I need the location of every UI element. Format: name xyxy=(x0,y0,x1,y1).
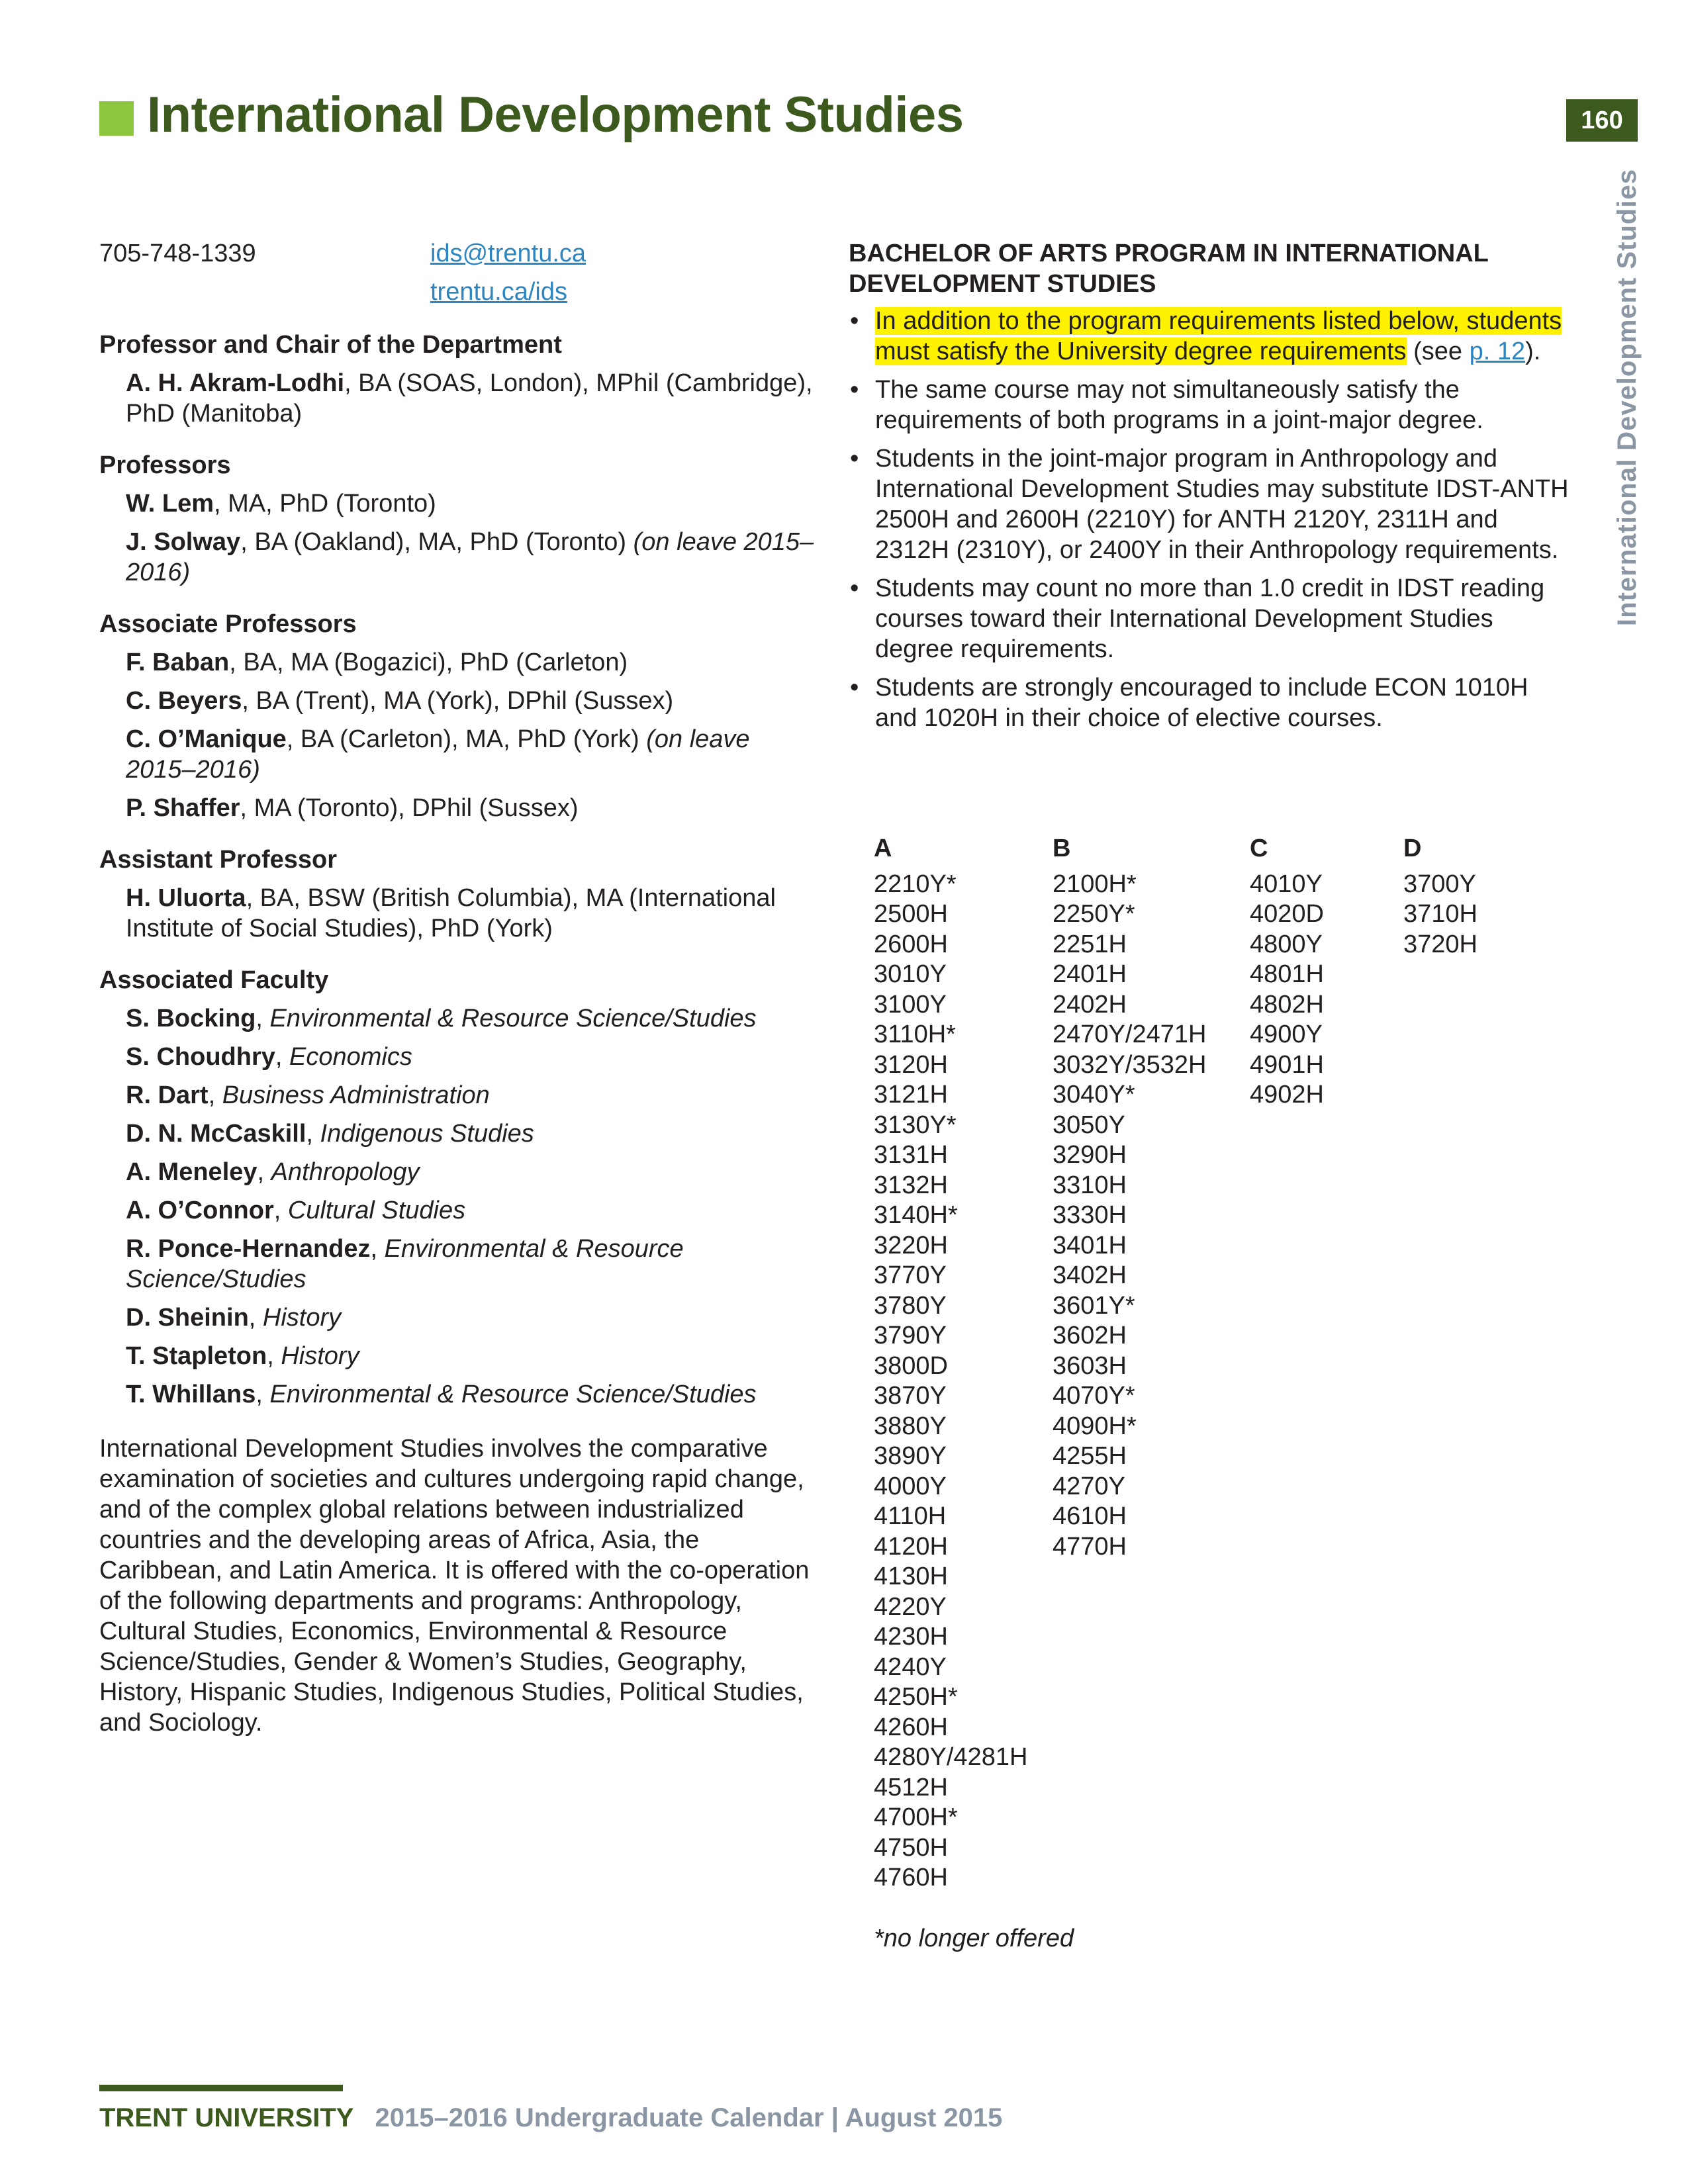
faculty-member-name: A. H. Akram-Lodhi xyxy=(126,369,345,397)
highlighted-requirement-text: In addition to the program requirements listed below, students must satisfy the University degree requirements xyxy=(875,307,1562,365)
course-column-heading: A xyxy=(874,835,892,862)
side-running-title xyxy=(1601,169,1654,625)
course-column-c xyxy=(1250,834,1324,1111)
course-code: 2251H xyxy=(1053,930,1127,958)
bullet-icon: • xyxy=(850,445,859,473)
bullet-icon: • xyxy=(850,376,859,404)
faculty-member-name: C. Beyers xyxy=(126,687,242,715)
course-column-heading: D xyxy=(1403,835,1422,862)
course-code: 3401H xyxy=(1053,1231,1127,1259)
faculty-member-credentials: , MA (Toronto), DPhil (Sussex) xyxy=(240,794,579,822)
course-code: 4270Y xyxy=(1053,1472,1125,1500)
requirement-item xyxy=(849,375,1570,435)
footer xyxy=(99,2103,1002,2133)
faculty-member xyxy=(99,883,814,944)
faculty-member-note: History xyxy=(281,1342,359,1370)
course-code: 4020D xyxy=(1250,900,1324,928)
faculty-member-name: A. Meneley xyxy=(126,1158,258,1186)
faculty-member xyxy=(99,368,814,429)
faculty-member-note: (on leave 2015–2016) xyxy=(126,725,750,784)
course-code: 3032Y/3532H xyxy=(1053,1050,1207,1079)
faculty-member-note: Indigenous Studies xyxy=(320,1120,534,1148)
course-code: 3720H xyxy=(1403,930,1477,958)
side-running-title-text: International Development Studies xyxy=(1612,168,1642,626)
course-code: 3120H xyxy=(874,1050,948,1079)
faculty-member-note: Environmental & Resource Science/Studies xyxy=(269,1381,757,1408)
faculty-member-note: Business Administration xyxy=(222,1081,490,1109)
email-link[interactable]: ids@trentu.ca xyxy=(430,240,586,267)
faculty-member xyxy=(99,527,814,588)
page-reference-link[interactable]: p. 12 xyxy=(1469,338,1526,365)
faculty-member-note: History xyxy=(262,1304,342,1332)
course-code: 2100H* xyxy=(1053,870,1137,898)
faculty-section-heading: Associate Professors xyxy=(99,610,357,638)
requirement-item xyxy=(849,443,1570,565)
course-code: 2210Y* xyxy=(874,870,957,898)
course-code: 4900Y xyxy=(1250,1021,1323,1048)
course-code: 3131H xyxy=(874,1141,948,1169)
course-column-heading: B xyxy=(1053,835,1071,862)
faculty-member xyxy=(99,1302,814,1333)
course-code: 3040Y* xyxy=(1053,1081,1135,1109)
footnote: *no longer offered xyxy=(874,1925,1074,1952)
faculty-section xyxy=(99,609,814,823)
course-code: 3780Y xyxy=(874,1291,947,1320)
course-code: 3402H xyxy=(1053,1261,1127,1289)
faculty-section xyxy=(99,450,814,588)
course-code: 4255H xyxy=(1053,1442,1127,1470)
faculty-member-note: Anthropology xyxy=(271,1158,420,1186)
course-code: 3870Y xyxy=(874,1382,947,1410)
faculty-member-name: S. Choudhry xyxy=(126,1043,275,1071)
course-code: 4240Y xyxy=(874,1653,947,1681)
faculty-member-credentials: , BA, BSW (British Columbia), MA (International Institute of Social Studies), PhD (York) xyxy=(126,884,776,942)
faculty-member-note: (on leave 2015–2016) xyxy=(126,528,814,586)
bullet-icon: • xyxy=(850,307,859,335)
faculty-member-credentials: , xyxy=(208,1081,222,1109)
faculty-member-note: Environmental & Resource Science/Studies xyxy=(269,1005,757,1032)
course-code: 4110H xyxy=(874,1502,947,1530)
website-link[interactable]: trentu.ca/ids xyxy=(430,278,567,306)
course-code: 2470Y/2471H xyxy=(1053,1021,1207,1048)
faculty-member-credentials: , MA, PhD (Toronto) xyxy=(214,490,436,518)
requirement-text-end: ). xyxy=(1525,338,1541,365)
course-code: 4280Y/4281H xyxy=(874,1743,1028,1771)
course-code: 3602H xyxy=(1053,1322,1127,1349)
faculty-section-heading: Professor and Chair of the Department xyxy=(99,331,562,359)
program-requirements-list xyxy=(849,306,1570,733)
course-code: 3121H xyxy=(874,1081,948,1109)
faculty-member-name: P. Shaffer xyxy=(126,794,240,822)
course-code: 3770Y xyxy=(874,1261,947,1289)
footer-university: TRENT UNIVERSITY xyxy=(99,2103,354,2132)
faculty-member-name: D. Sheinin xyxy=(126,1304,249,1332)
faculty-member xyxy=(99,647,814,678)
page-title: International Development Studies xyxy=(147,87,964,143)
course-code: 4070Y* xyxy=(1053,1382,1135,1410)
contact-info xyxy=(99,238,814,311)
course-code: 4220Y xyxy=(874,1592,947,1621)
course-code: 4760H xyxy=(874,1864,948,1891)
bullet-icon: • xyxy=(850,574,859,602)
course-code: 4902H xyxy=(1250,1081,1324,1109)
faculty-member-credentials: , xyxy=(306,1120,320,1148)
requirement-item xyxy=(849,573,1570,664)
course-code: 4750H xyxy=(874,1833,948,1862)
faculty-member-credentials: , xyxy=(256,1005,270,1032)
requirement-text: The same course may not simultaneously satisfy the requirements of both programs in a joint-major degree. xyxy=(875,376,1483,434)
faculty-member-name: W. Lem xyxy=(126,490,214,518)
faculty-member-name: T. Whillans xyxy=(126,1381,256,1408)
left-column xyxy=(99,238,814,1738)
course-code: 3603H xyxy=(1053,1351,1127,1380)
course-code: 4010Y xyxy=(1250,870,1323,898)
requirement-item xyxy=(849,672,1570,733)
course-code: 2402H xyxy=(1053,990,1127,1019)
faculty-member-credentials: , BA (Carleton), MA, PhD (York) xyxy=(286,725,647,753)
course-code: 3050Y xyxy=(1053,1111,1125,1139)
course-code: 3700Y xyxy=(1403,870,1476,898)
course-code: 4260H xyxy=(874,1713,948,1741)
course-code: 2600H xyxy=(874,930,948,958)
course-code: 3132H xyxy=(874,1171,948,1199)
faculty-member-name: T. Stapleton xyxy=(126,1342,267,1370)
course-code: 3140H* xyxy=(874,1201,958,1229)
course-code: 3310H xyxy=(1053,1171,1127,1199)
faculty-member-name: F. Baban xyxy=(126,649,230,676)
course-column-a xyxy=(874,834,1027,1893)
faculty-member-name: R. Dart xyxy=(126,1081,209,1109)
faculty-member-credentials: , BA, MA (Bogazici), PhD (Carleton) xyxy=(229,649,628,676)
course-code: 3110H* xyxy=(874,1021,956,1048)
faculty-member-note: Economics xyxy=(289,1043,412,1071)
requirement-item xyxy=(849,306,1570,367)
course-code: 4130H xyxy=(874,1563,948,1590)
faculty-member xyxy=(99,1080,814,1111)
course-code: 3601Y* xyxy=(1053,1291,1135,1320)
faculty-member-name: R. Ponce-Hernandez xyxy=(126,1235,371,1263)
faculty-member-credentials: , xyxy=(257,1158,271,1186)
course-code: 3010Y xyxy=(874,960,947,988)
requirement-text: Students may count no more than 1.0 credit in IDST reading courses toward their International Development Studies degree requirements. xyxy=(875,574,1545,663)
footer-rule xyxy=(99,2085,343,2091)
course-column-b xyxy=(1053,834,1206,1562)
course-code: 3330H xyxy=(1053,1201,1127,1229)
faculty-section-heading: Professors xyxy=(99,451,231,479)
faculty-section xyxy=(99,965,814,1410)
bullet-icon: • xyxy=(850,674,859,702)
faculty-member-credentials: , BA (SOAS, London), MPhil (Cambridge), PhD (Manitoba) xyxy=(126,369,813,428)
faculty-member-credentials: , xyxy=(267,1342,281,1370)
page-number-badge: 160 xyxy=(1566,99,1638,142)
faculty-member-name: J. Solway xyxy=(126,528,241,556)
course-code: 4802H xyxy=(1250,990,1324,1019)
course-code: 4770H xyxy=(1053,1532,1127,1561)
faculty-member xyxy=(99,1157,814,1187)
faculty-section xyxy=(99,330,814,429)
course-code: 4901H xyxy=(1250,1050,1324,1079)
right-column xyxy=(849,238,1570,741)
faculty-section xyxy=(99,844,814,944)
course-code: 3130Y* xyxy=(874,1111,957,1139)
course-code: 3790Y xyxy=(874,1322,947,1349)
faculty-member-credentials: , xyxy=(273,1197,288,1224)
faculty-member xyxy=(99,1118,814,1149)
course-code: 2500H xyxy=(874,900,948,928)
course-code: 4090H* xyxy=(1053,1412,1137,1440)
course-code: 3890Y xyxy=(874,1442,947,1470)
program-description: International Development Studies involves the comparative examination of societies and cultures undergoing rapid change, and of the complex global relations between industrialized countries and the developing areas of Africa, Asia, the Caribbean, and Latin America. It is offered with the co-operation of the following departments and programs: Anthropology, Cultural Studies, Economics, Environmental & Resource Science/Studies, Gender & Women’s Studies, Geography, History, Hispanic Studies, Indigenous Studies, Political Studies, and Sociology. xyxy=(99,1435,810,1737)
faculty-member xyxy=(99,1195,814,1226)
faculty-section-heading: Assistant Professor xyxy=(99,846,338,874)
faculty-member xyxy=(99,1042,814,1072)
requirement-text: (see xyxy=(1406,338,1470,365)
faculty-member xyxy=(99,724,814,785)
faculty-list xyxy=(99,330,814,1410)
course-code: 4610H xyxy=(1053,1502,1127,1530)
faculty-member-name: D. N. McCaskill xyxy=(126,1120,306,1148)
faculty-member-credentials: , xyxy=(275,1043,290,1071)
faculty-member xyxy=(99,1234,814,1295)
course-code: 4700H* xyxy=(874,1803,958,1831)
course-code: 4000Y xyxy=(874,1472,947,1500)
faculty-section-heading: Associated Faculty xyxy=(99,966,329,994)
course-code: 3800D xyxy=(874,1351,948,1380)
faculty-member-credentials: , xyxy=(248,1304,263,1332)
course-code: 3290H xyxy=(1053,1141,1127,1169)
phone-number: 705-748-1339 xyxy=(99,240,256,267)
faculty-member-note: Environmental & Resource Science/Studies xyxy=(126,1235,684,1293)
requirement-text: Students in the joint-major program in Anthropology and International Development Studies may substitute IDST-ANTH 2500H and 2600H (2210Y) for ANTH 2120Y, 2311H and 2312H (2310Y), or 2400Y in their Anthropology requirements. xyxy=(875,445,1569,564)
course-code: 3100Y xyxy=(874,990,947,1019)
course-column-d xyxy=(1403,834,1477,960)
faculty-member-name: S. Bocking xyxy=(126,1005,256,1032)
course-code: 4230H xyxy=(874,1623,948,1651)
title-square-icon xyxy=(99,101,134,136)
faculty-member-credentials: , BA (Trent), MA (York), DPhil (Sussex) xyxy=(242,687,674,715)
course-code: 4801H xyxy=(1250,960,1324,988)
faculty-member xyxy=(99,793,814,823)
requirement-text: Students are strongly encouraged to include ECON 1010H and 1020H in their choice of elective courses. xyxy=(875,674,1528,732)
faculty-member-name: H. Uluorta xyxy=(126,884,246,912)
faculty-member-note: Cultural Studies xyxy=(287,1197,466,1224)
faculty-member-name: C. O’Manique xyxy=(126,725,287,753)
faculty-member-credentials: , BA (Oakland), MA, PhD (Toronto) xyxy=(240,528,633,556)
faculty-member xyxy=(99,488,814,519)
course-code: 4250H* xyxy=(874,1683,958,1711)
course-code: 4800Y xyxy=(1250,930,1323,958)
faculty-member xyxy=(99,686,814,716)
course-column-heading: C xyxy=(1250,835,1268,862)
course-code: 2250Y* xyxy=(1053,900,1135,928)
course-code: 4120H xyxy=(874,1532,948,1561)
footer-calendar: 2015–2016 Undergraduate Calendar | August 2015 xyxy=(375,2103,1003,2132)
program-heading: BACHELOR OF ARTS PROGRAM IN INTERNATIONAL DEVELOPMENT STUDIES xyxy=(849,240,1489,298)
course-code: 3710H xyxy=(1403,900,1477,928)
faculty-member xyxy=(99,1379,814,1410)
course-code: 3220H xyxy=(874,1231,948,1259)
course-code: 4512H xyxy=(874,1773,948,1801)
course-code: 3880Y xyxy=(874,1412,947,1440)
course-code: 2401H xyxy=(1053,960,1127,988)
faculty-member-name: A. O’Connor xyxy=(126,1197,274,1224)
faculty-member-credentials: , xyxy=(370,1235,385,1263)
faculty-member xyxy=(99,1003,814,1034)
faculty-member xyxy=(99,1341,814,1371)
faculty-member-credentials: , xyxy=(256,1381,270,1408)
